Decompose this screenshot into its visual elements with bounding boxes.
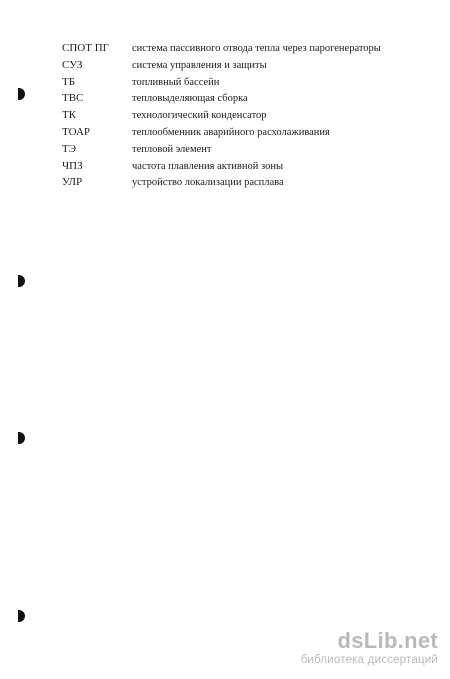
abbreviation-term: СПОТ ПГ xyxy=(62,42,109,54)
abbreviation-term: УЛР xyxy=(62,176,83,189)
watermark-subtitle: библиотека диссертаций xyxy=(300,654,438,666)
abbreviation-definition: тепловой элемент xyxy=(132,143,212,155)
abbreviation-definition: система пассивного отвода тепла через парогенераторы xyxy=(132,43,381,54)
abbreviation-term: СУЗ xyxy=(62,58,83,71)
abbreviation-term: ТВС xyxy=(62,92,84,105)
abbreviation-definition: система управления и защиты xyxy=(132,59,267,71)
watermark-logo: dsLib.net xyxy=(337,628,438,653)
watermark xyxy=(301,629,438,667)
abbreviation-definition: теплообменник аварийного расхолаживания xyxy=(132,126,330,138)
abbreviation-definition: топливный бассейн xyxy=(132,76,220,88)
binder-hole-mark xyxy=(18,275,25,287)
binder-hole-mark xyxy=(18,432,25,444)
abbreviation-term: ЧПЗ xyxy=(62,159,83,172)
abbreviation-definition: технологический конденсатор xyxy=(132,110,267,122)
abbreviation-row xyxy=(62,40,422,57)
abbreviation-definition: тепловыделяющая сборка xyxy=(132,93,248,105)
abbreviation-row xyxy=(62,107,422,124)
abbreviation-term: ТОАР xyxy=(62,125,91,138)
abbreviation-term: ТБ xyxy=(62,75,76,88)
abbreviation-term: ТК xyxy=(62,109,77,122)
abbreviation-definition: устройство локализации расплава xyxy=(132,177,284,189)
binder-hole-mark xyxy=(18,610,25,622)
abbreviation-row xyxy=(62,141,422,158)
abbreviation-row xyxy=(62,158,422,175)
abbreviation-definition: частота плавления активной зоны xyxy=(132,160,284,172)
abbreviation-term: ТЭ xyxy=(62,142,76,155)
abbreviation-row xyxy=(62,74,422,91)
abbreviation-row xyxy=(62,57,422,74)
abbreviation-row xyxy=(62,174,422,191)
abbreviation-row xyxy=(62,124,422,141)
abbreviation-list xyxy=(62,40,422,191)
binder-hole-mark xyxy=(18,88,25,100)
abbreviation-row xyxy=(62,90,422,107)
